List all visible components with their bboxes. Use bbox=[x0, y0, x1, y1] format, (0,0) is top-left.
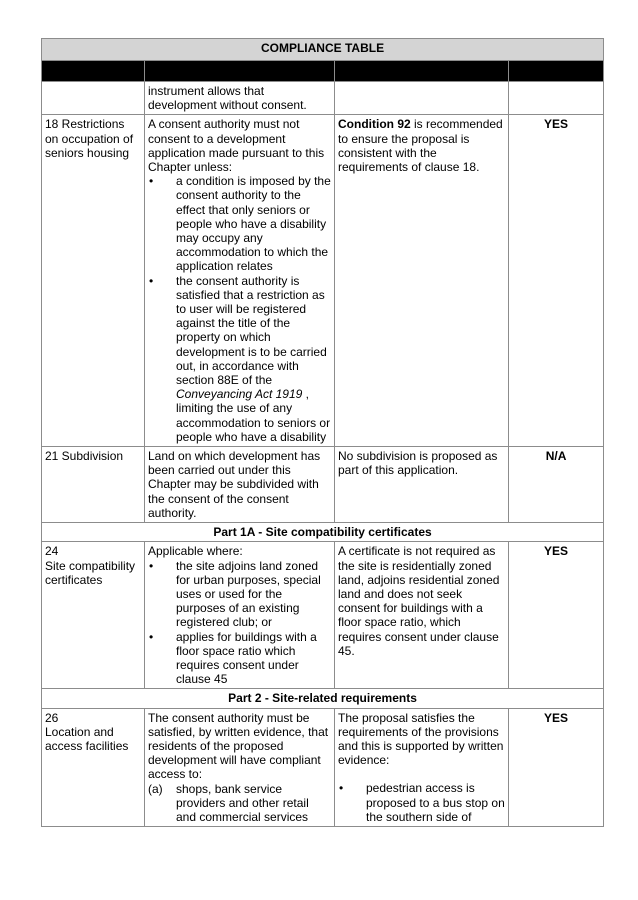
result-cell: N/A bbox=[509, 447, 604, 523]
list-item bbox=[148, 174, 331, 273]
bullet-text: applies for buildings with a floor space ratio which requires consent under clause 45 bbox=[176, 629, 317, 687]
requirement-intro: A consent authority must not consent to a development application made pursuant to this Chapter unless: bbox=[148, 117, 325, 175]
list-item bbox=[148, 559, 331, 630]
clause-name: Location and access facilities bbox=[45, 724, 129, 753]
requirement-text: instrument allows that development without consent. bbox=[148, 84, 307, 113]
bullet-text: a condition is imposed by the consent authority to the effect that only seniors or people who have a disability may occupy any accommodation to which the application relates bbox=[176, 174, 331, 274]
result-cell: YES bbox=[509, 708, 604, 827]
comment-cell bbox=[335, 447, 509, 523]
comment-text: A certificate is not required as the site is residentially zoned land, adjoins residential zoned land and does not seek consent for buildings with a floor space ratio, which requires consent under clause 45. bbox=[338, 544, 500, 658]
header-cell-comment bbox=[335, 61, 509, 82]
table-row-clause-24 bbox=[42, 542, 604, 689]
list-item bbox=[148, 630, 331, 687]
clause-cell bbox=[42, 708, 145, 827]
bullet-text: the consent authority is satisfied that a restriction as to user will be registered against the title of the property on which development is to be carried out, in accordance with section 88E of the bbox=[176, 273, 327, 388]
requirement-cell bbox=[145, 115, 335, 447]
requirement-cell bbox=[145, 542, 335, 689]
bullet-text: pedestrian access is proposed to a bus stop on the southern side of bbox=[366, 781, 505, 824]
table-header-row bbox=[42, 61, 604, 82]
comment-text: No subdivision is proposed as part of this application. bbox=[338, 449, 498, 478]
result-cell: YES bbox=[509, 542, 604, 689]
compliance-table bbox=[41, 38, 604, 827]
part-heading-row bbox=[42, 689, 604, 708]
requirement-cell bbox=[145, 447, 335, 523]
comment-text bbox=[338, 117, 505, 174]
bullet-icon: • bbox=[149, 629, 154, 644]
table-title-row bbox=[42, 39, 604, 61]
list-item bbox=[338, 781, 505, 824]
list-item bbox=[148, 782, 331, 825]
comment-cell bbox=[335, 708, 509, 827]
clause-cell bbox=[42, 115, 145, 447]
header-cell-requirement bbox=[145, 61, 335, 82]
table-row-clause-18 bbox=[42, 115, 604, 447]
table-row-continued bbox=[42, 82, 604, 115]
bullet-icon: • bbox=[149, 558, 154, 573]
comment-rest: is recommended to ensure the proposal is consistent with the requirements of clause 18. bbox=[338, 117, 503, 175]
bullet-icon: • bbox=[339, 781, 344, 796]
clause-number: 26 bbox=[45, 710, 59, 725]
requirement-cell bbox=[145, 82, 335, 115]
bullet-text: the site adjoins land zoned for urban purposes, special uses or used for the purposes of an existing registered club; or bbox=[176, 558, 321, 630]
requirement-bullet-list bbox=[148, 174, 331, 444]
requirement-bullet-list bbox=[148, 559, 331, 687]
requirement-intro: Applicable where: bbox=[148, 544, 243, 559]
bullet-icon: • bbox=[149, 273, 154, 288]
requirement-cell bbox=[145, 708, 335, 827]
list-item bbox=[148, 274, 331, 444]
clause-number: 24 bbox=[45, 544, 59, 559]
item-text: shops, bank service providers and other retail and commercial services bbox=[176, 781, 309, 824]
condition-ref: Condition 92 bbox=[338, 117, 411, 132]
table-row-clause-21 bbox=[42, 447, 604, 523]
comment-cell bbox=[335, 542, 509, 689]
clause-cell bbox=[42, 82, 145, 115]
requirement-text: Land on which development has been carried out under this Chapter may be subdivided with the consent of the consent authority. bbox=[148, 449, 321, 520]
part-heading: Part 1A - Site compatibility certificates bbox=[42, 523, 604, 542]
part-heading-row bbox=[42, 523, 604, 542]
clause-title: 18 Restrictions on occupation of seniors housing bbox=[45, 117, 134, 160]
result-cell: YES bbox=[509, 115, 604, 447]
header-cell-clause bbox=[42, 61, 145, 82]
comment-cell bbox=[335, 82, 509, 115]
bullet-text-end: , limiting the use of any accommodation to seniors or people who have a disability bbox=[176, 387, 331, 444]
comment-intro: The proposal satisfies the requirements of the provisions and this is supported by written evidence: bbox=[338, 710, 504, 768]
act-name: Conveyancing Act 1919 bbox=[176, 387, 303, 402]
item-label: (a) bbox=[148, 781, 163, 796]
clause-title: 21 Subdivision bbox=[45, 449, 124, 464]
clause-name: Site compatibility certificates bbox=[45, 558, 136, 587]
bullet-icon: • bbox=[149, 174, 154, 189]
table-row-clause-26 bbox=[42, 708, 604, 827]
comment-cell bbox=[335, 115, 509, 447]
header-cell-result bbox=[509, 61, 604, 82]
table-title: COMPLIANCE TABLE bbox=[42, 39, 604, 61]
comment-bullet-list bbox=[338, 781, 505, 824]
requirement-intro: The consent authority must be satisfied, by written evidence, that residents of the proposed development will have compliant access to: bbox=[148, 710, 329, 782]
clause-cell bbox=[42, 542, 145, 689]
part-heading: Part 2 - Site-related requirements bbox=[42, 689, 604, 708]
clause-cell bbox=[42, 447, 145, 523]
result-cell bbox=[509, 82, 604, 115]
